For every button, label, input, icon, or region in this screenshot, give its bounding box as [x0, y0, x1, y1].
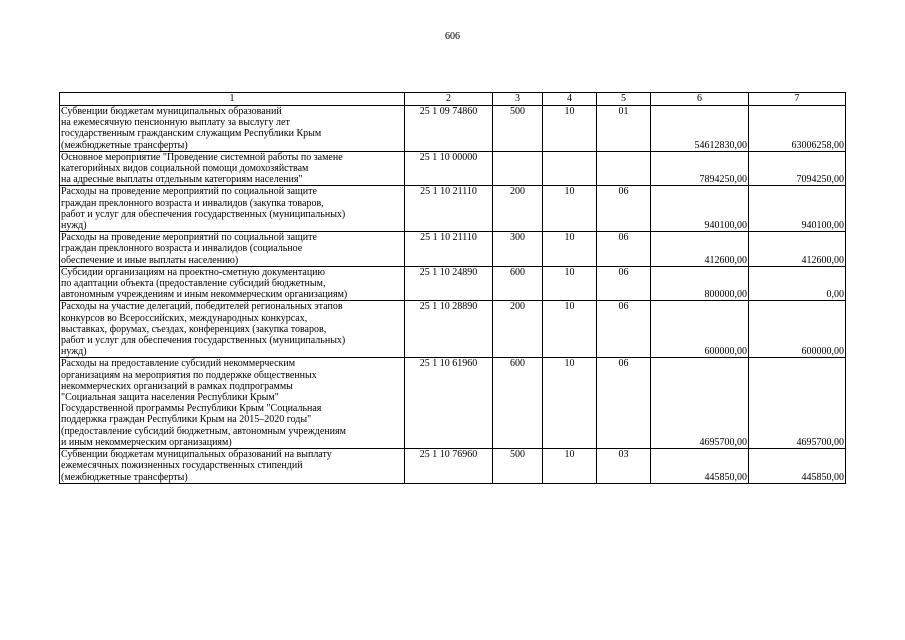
row-expense-type: 500: [493, 106, 543, 152]
row-subsection: 06: [597, 232, 651, 267]
row-amount-1: 445850,00: [651, 449, 749, 484]
budget-table: [59, 92, 846, 484]
table-row: [60, 186, 846, 232]
row-target-code: 25 1 09 74860: [405, 106, 493, 152]
row-subsection: 06: [597, 266, 651, 301]
table-row: [60, 449, 846, 484]
row-expense-type: 300: [493, 232, 543, 267]
row-name: Основное мероприятие "Проведение системной работы по замене категорийных видов социальной помощи домохозяйствам на адресные выплаты отдельным категориям населения": [60, 151, 405, 186]
table-header-row: [60, 93, 846, 106]
row-section: 10: [543, 266, 597, 301]
row-amount-2: 7094250,00: [749, 151, 846, 186]
row-section: [543, 151, 597, 186]
row-amount-2: 0,00: [749, 266, 846, 301]
row-amount-2: 445850,00: [749, 449, 846, 484]
row-name: Субвенции бюджетам муниципальных образований на ежемесячную пенсионную выплату за выслугу лет государственным гражданским служащим Республики Крым (межбюджетные трансферты): [60, 106, 405, 152]
page-number: 606: [445, 31, 460, 42]
row-amount-2: 412600,00: [749, 232, 846, 267]
table-row: [60, 301, 846, 358]
row-expense-type: 200: [493, 186, 543, 232]
row-subsection: 03: [597, 449, 651, 484]
row-name: Расходы на проведение мероприятий по социальной защите граждан преклонного возраста и инвалидов (закупка товаров, работ и услуг для обеспечения государственных (муниципальных) нужд): [60, 186, 405, 232]
table-row: [60, 151, 846, 186]
row-target-code: 25 1 10 21110: [405, 186, 493, 232]
row-amount-2: 600000,00: [749, 301, 846, 358]
column-header-3: 3: [493, 93, 543, 106]
row-amount-1: 54612830,00: [651, 106, 749, 152]
row-target-code: 25 1 10 24890: [405, 266, 493, 301]
column-header-6: 6: [651, 93, 749, 106]
column-header-2: 2: [405, 93, 493, 106]
row-amount-1: 4695700,00: [651, 358, 749, 449]
row-expense-type: 500: [493, 449, 543, 484]
row-name: Субсидии организациям на проектно-сметную документацию по адаптации объекта (предоставление субсидий бюджетным, автономным учреждениям и иным некоммерческим организациям): [60, 266, 405, 301]
row-target-code: 25 1 10 28890: [405, 301, 493, 358]
row-amount-1: 7894250,00: [651, 151, 749, 186]
column-header-1: 1: [60, 93, 405, 106]
row-subsection: 01: [597, 106, 651, 152]
row-expense-type: 600: [493, 358, 543, 449]
table-row: [60, 358, 846, 449]
row-subsection: 06: [597, 186, 651, 232]
row-amount-1: 940100,00: [651, 186, 749, 232]
row-name: Расходы на предоставление субсидий некоммерческим организациям на мероприятия по поддержке общественных некоммерческих организаций в рамках подпрограммы "Социальная защита населения Республики Крым" Государственной программы Республики Крым "Социальная поддержка граждан Республики Крым на 2015–2020 годы" (предоставление субсидий бюджетным, автономным учреждениям и иным некоммерческим организациям): [60, 358, 405, 449]
row-subsection: [597, 151, 651, 186]
row-expense-type: [493, 151, 543, 186]
row-amount-1: 800000,00: [651, 266, 749, 301]
row-name: Субвенции бюджетам муниципальных образований на выплату ежемесячных пожизненных государственных стипендий (межбюджетные трансферты): [60, 449, 405, 484]
column-header-7: 7: [749, 93, 846, 106]
row-expense-type: 200: [493, 301, 543, 358]
row-section: 10: [543, 449, 597, 484]
row-name: Расходы на участие делегаций, победителей региональных этапов конкурсов во Всероссийских, международных конкурсах, выставках, форумах, съездах, конференциях (закупка товаров, работ и услуг для обеспечения государственных (муниципальных) нужд): [60, 301, 405, 358]
row-target-code: 25 1 10 21110: [405, 232, 493, 267]
column-header-4: 4: [543, 93, 597, 106]
row-section: 10: [543, 232, 597, 267]
row-target-code: 25 1 10 00000: [405, 151, 493, 186]
row-section: 10: [543, 106, 597, 152]
row-amount-1: 412600,00: [651, 232, 749, 267]
row-subsection: 06: [597, 301, 651, 358]
row-amount-1: 600000,00: [651, 301, 749, 358]
row-section: 10: [543, 186, 597, 232]
row-section: 10: [543, 358, 597, 449]
table-row: [60, 266, 846, 301]
row-amount-2: 940100,00: [749, 186, 846, 232]
row-target-code: 25 1 10 61960: [405, 358, 493, 449]
row-expense-type: 600: [493, 266, 543, 301]
row-amount-2: 4695700,00: [749, 358, 846, 449]
row-section: 10: [543, 301, 597, 358]
row-target-code: 25 1 10 76960: [405, 449, 493, 484]
table-row: [60, 106, 846, 152]
row-subsection: 06: [597, 358, 651, 449]
column-header-5: 5: [597, 93, 651, 106]
row-name: Расходы на проведение мероприятий по социальной защите граждан преклонного возраста и инвалидов (социальное обеспечение и иные выплаты населению): [60, 232, 405, 267]
row-amount-2: 63006258,00: [749, 106, 846, 152]
table-row: [60, 232, 846, 267]
